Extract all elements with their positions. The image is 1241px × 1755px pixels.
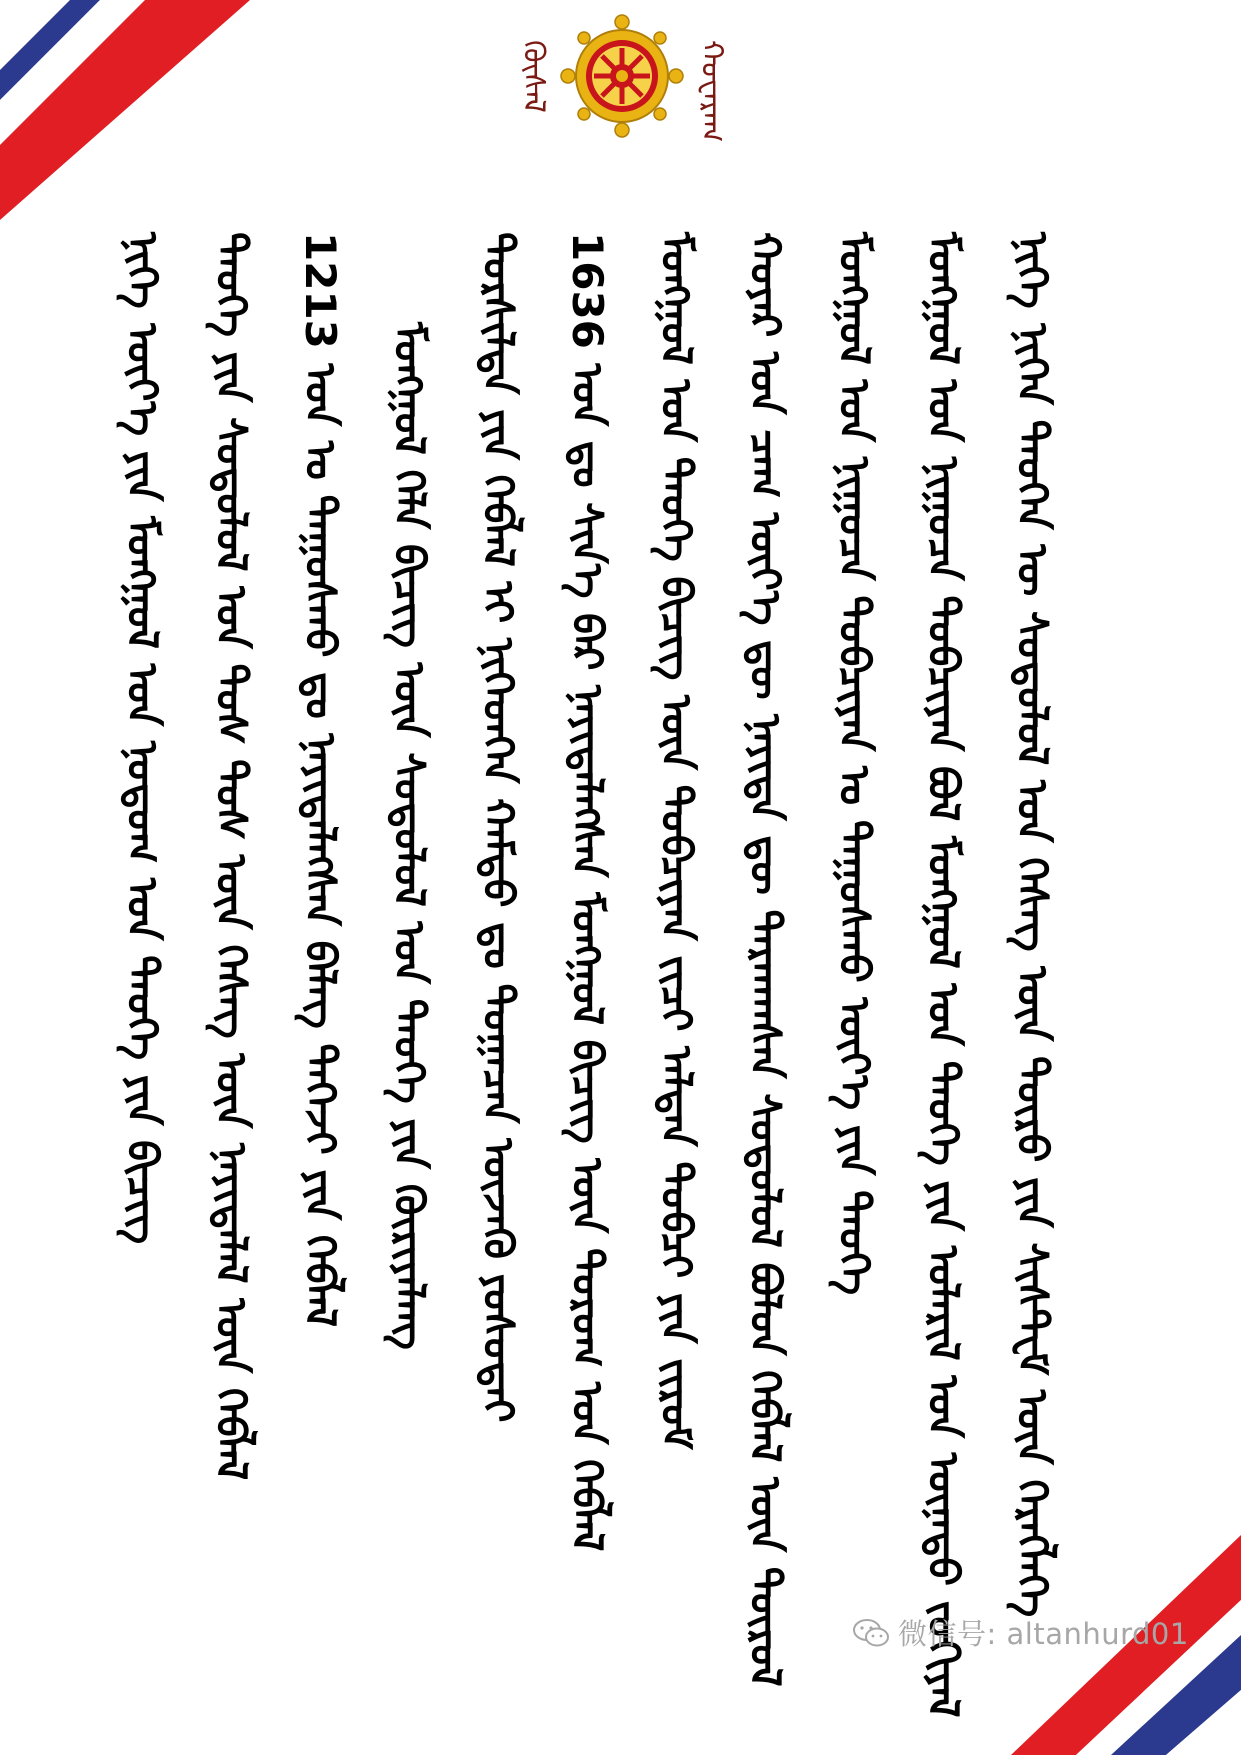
text-column: ᠲᠤᠷᠰᠢᠯᠲᠠ ᠶᠢᠨ ᠬᠡᠪᠯᠡᠯ ᠢ ᠨᠢᠭᠡᠳᠬᠡᠨ ᠬᠠᠮᠲᠤ ᠳᠤ ᠲᠣᠭᠠᠴᠠᠨ ᠦᠵᠡᠬᠦ ᠶᠣᠰᠣᠲᠠᠢ xyxy=(474,232,524,1423)
text-column: ᠲᠡᠦᠬᠡ ᠶᠢᠨ ᠰᠤᠳᠤᠯᠤᠯ ᠤᠨ ᠲᠤᠰ ᠲᠤᠰ ᠦᠨ ᠬᠡᠰᠡᠭ ᠦᠨ ᠨᠡᠶᠢᠲᠡᠯᠡᠯ ᠦᠨ ᠬᠡᠪᠯᠡᠯ xyxy=(207,232,257,1481)
text-column: ᠨᠢᠭᠡ ᠦᠶ᠎ᠡ ᠶᠢᠨ ᠮᠣᠩᠭᠣᠯ ᠤᠨ ᠨᠤᠲᠤᠭ ᠤᠨ ᠲᠡᠦᠬᠡ ᠶᠢᠨ ᠪᠢᠴᠢᠭ xyxy=(118,232,168,1245)
header-emblem xyxy=(516,14,729,146)
text-column: ᠮᠣᠩᠭᠣᠯ ᠬᠡᠯᠡ ᠪᠢᠴᠢᠭ ᠦᠨ ᠰᠤᠳᠤᠯᠤᠯ ᠤᠨ ᠲᠡᠦᠬᠡ ᠶᠢᠨ ᠬᠦᠷᠢᠶᠡᠯᠡᠩ xyxy=(385,322,435,1350)
text-column: ᠮᠣᠩᠭᠣᠯ ᠤᠨ ᠨᠢᠭᠤᠴᠠ ᠲᠣᠪᠴᠢᠶᠠᠨ ᠤ ᠳᠠᠭᠤᠰᠬᠤ ᠦᠶ᠎ᠡ ᠶᠢᠨ ᠲᠡᠦᠬᠡ xyxy=(829,232,879,1296)
text-column: ᠬᠣᠶᠠᠷ ᠤᠨ ᠴᠠᠭ ᠦᠶ᠎ᠡ ᠳᠦ ᠨᠡᠶᠢᠲᠡ ᠳᠦ ᠲᠠᠷᠬᠠᠭᠰᠠᠨ ᠰᠤᠳᠤᠯᠤᠯ ᠪᠣᠯᠤᠨ ᠬᠡᠪᠯᠡᠯ ᠦᠨ ᠲᠦᠷᠦᠯ xyxy=(740,232,790,1687)
wechat-icon xyxy=(852,1618,890,1648)
text-column: ᠨᠢᠭᠡ ᠨᠢᠭᠡᠨ ᠲᠡᠦᠬᠡᠨ ᠦ ᠰᠤᠳᠤᠯᠤᠯ ᠤᠨ ᠬᠡᠰᠡᠭ ᠦᠨ ᠲᠦᠷᠦ ᠶᠢᠨ ᠰᠢᠰᠲ᠋ᠧᠮ ᠦᠨ ᠬᠡᠷᠡᠭᠯᠡᠭᠡ xyxy=(1007,232,1057,1618)
emblem-right-text: ᠬᠤᠸᠠᠷᠠᠭ xyxy=(694,40,729,143)
text-column: ᠮᠣᠩᠭᠣᠯ ᠤᠨ ᠲᠡᠦᠬᠡ ᠪᠢᠴᠢᠭ ᠦᠨ ᠲᠣᠪᠴᠢᠶᠠᠨ ᠵᠢᠴᠢ ᠠᠯᠲᠠᠨ ᠲᠣᠪᠴᠢ ᠶᠢᠨ ᠵᠢᠷᠤᠮ xyxy=(652,232,701,1450)
dharma-wheel-icon xyxy=(560,14,684,138)
text-column: 1213 ᠣᠨ ᠤ ᠳᠠᠭᠤᠰᠬᠤ ᠳᠤ ᠨᠡᠶᠢᠲᠡᠯᠡᠭᠰᠡᠨ ᠪᠡᠯᠡᠭ ᠳᠡᠭᠡᠵᠢ ᠶᠢᠨ ᠬᠡᠪᠯᠡᠯ xyxy=(296,232,346,1328)
watermark-text: 微信号: altanhurd01 xyxy=(898,1617,1189,1651)
text-column: ᠮᠣᠩᠭᠣᠯ ᠤᠨ ᠨᠢᠭᠤᠴᠠ ᠲᠣᠪᠴᠢᠶᠠᠨ ᠪᠣᠯ ᠮᠣᠩᠭᠣᠯ ᠤᠨ ᠲᠡᠦᠬᠡ ᠶᠢᠨ ᠤᠯᠠᠷᠢᠯ ᠤᠨ ᠦᠨᠡᠲᠦ ᠵᠣᠬᠢᠶᠠᠯ xyxy=(918,232,968,1718)
top-left-ribbon xyxy=(0,0,250,220)
wechat-watermark xyxy=(852,1612,1189,1653)
text-column: 1636 ᠣᠨ ᠳᠤ ᠰᠢᠨ᠎ᠡ ᠪᠡᠷ ᠨᠡᠶᠢᠲᠡᠯᠡᠭᠰᠡᠨ ᠮᠣᠩᠭᠣᠯ ᠪᠢᠴᠢᠭ ᠦᠨ ᠳᠣᠷᠤᠭ ᠤᠨ ᠬᠡᠪᠯᠡᠯ xyxy=(563,232,613,1552)
emblem-left-text: ᠬᠦᠰᠡᠯ xyxy=(516,40,551,113)
